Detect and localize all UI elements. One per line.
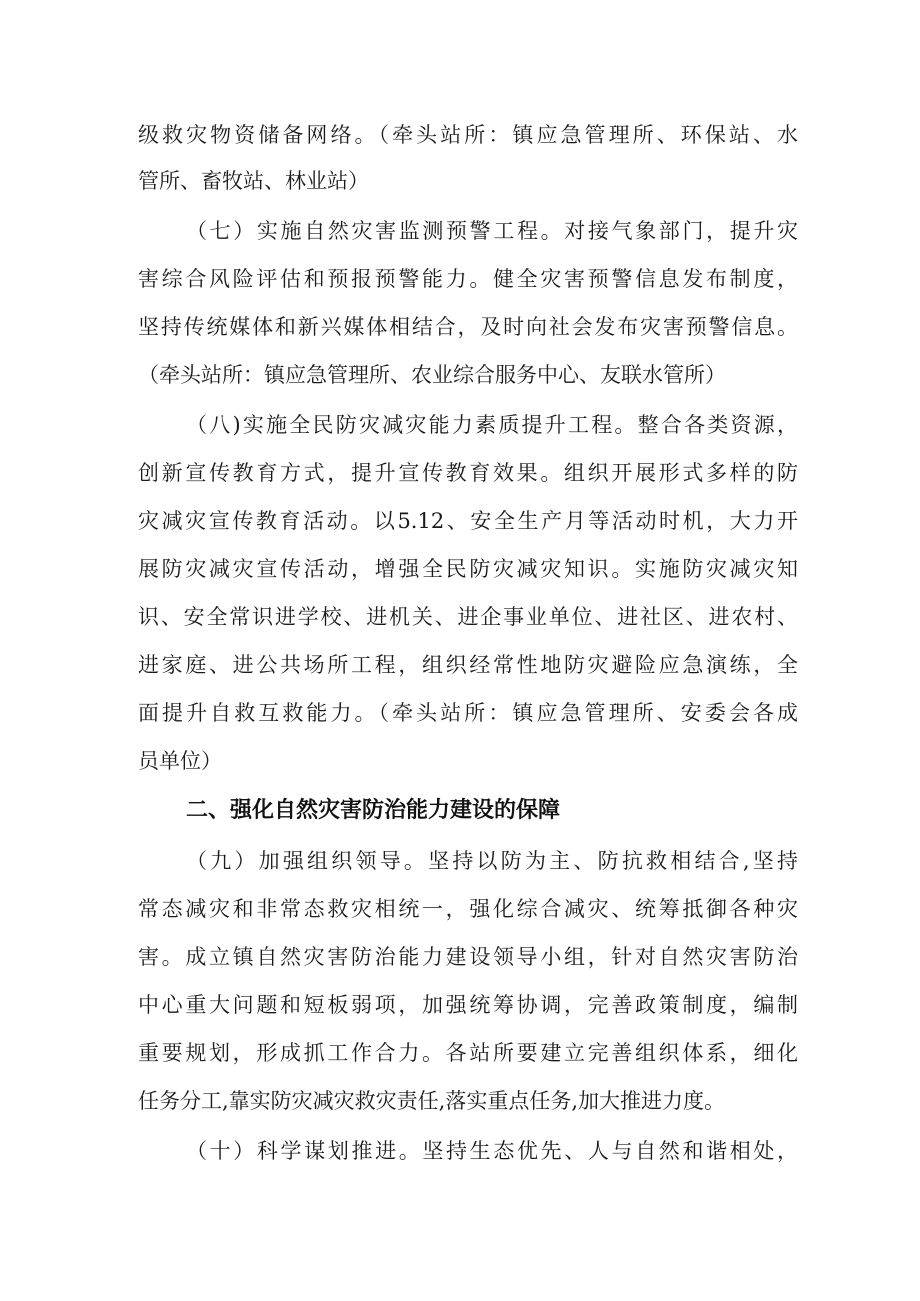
text-line: 任务分工,靠实防灾减灾救灾责任,落实重点任务,加大推进力度。: [138, 1089, 726, 1113]
paragraph-9-first-line: （九）加强组织领导。坚持以防为主、防抗救相结合,坚持: [186, 849, 798, 873]
section-heading: 二、强化自然灾害防治能力建设的保障: [186, 798, 561, 823]
paragraph-10-first-line: （十）科学谋划推进。坚持生态优先、人与自然和谐相处，: [186, 1139, 798, 1163]
text-line: 级救灾物资储备网络。（牵头站所：镇应急管理所、环保站、水: [138, 123, 798, 147]
text-line: 中心重大问题和短板弱项，加强统筹协调，完善政策制度，编制: [138, 993, 798, 1017]
text-line: 管所、畜牧站、林业站）: [138, 169, 369, 193]
text-line: 坚持传统媒体和新兴媒体相结合，及时向社会发布灾害预警信息。: [138, 315, 798, 339]
text-line: 重要规划，形成抓工作合力。各站所要建立完善组织体系，细化: [138, 1041, 798, 1065]
text-line: 进家庭、进公共场所工程，组织经常性地防灾避险应急演练，全: [138, 653, 798, 677]
paragraph-7-first-line: （七）实施自然灾害监测预警工程。对接气象部门，提升灾: [186, 219, 798, 243]
text-line: 展防灾减灾宣传活动，增强全民防灾减灾知识。实施防灾减灾知: [138, 557, 798, 581]
text-line: （牵头站所：镇应急管理所、农业综合服务中心、友联水管所）: [138, 363, 726, 387]
text-line: 创新宣传教育方式，提升宣传教育效果。组织开展形式多样的防: [138, 461, 798, 485]
text-line: 面提升自救互救能力。（牵头站所：镇应急管理所、安委会各成: [138, 701, 798, 725]
text-line: 识、安全常识进学校、进机关、进企事业单位、进社区、进农村、: [138, 605, 798, 629]
text-line: 员单位）: [138, 749, 222, 773]
paragraph-8-first-line: （八)实施全民防灾减灾能力素质提升工程。整合各类资源，: [186, 413, 798, 437]
text-line: 灾减灾宣传教育活动。以5.12、安全生产月等活动时机，大力开: [138, 509, 798, 533]
text-line: 害。成立镇自然灾害防治能力建设领导小组，针对自然灾害防治: [138, 945, 798, 969]
text-line: 常态减灾和非常态救灾相统一，强化综合减灾、统筹抵御各种灾: [138, 897, 798, 921]
text-line: 害综合风险评估和预报预警能力。健全灾害预警信息发布制度，: [138, 267, 798, 291]
